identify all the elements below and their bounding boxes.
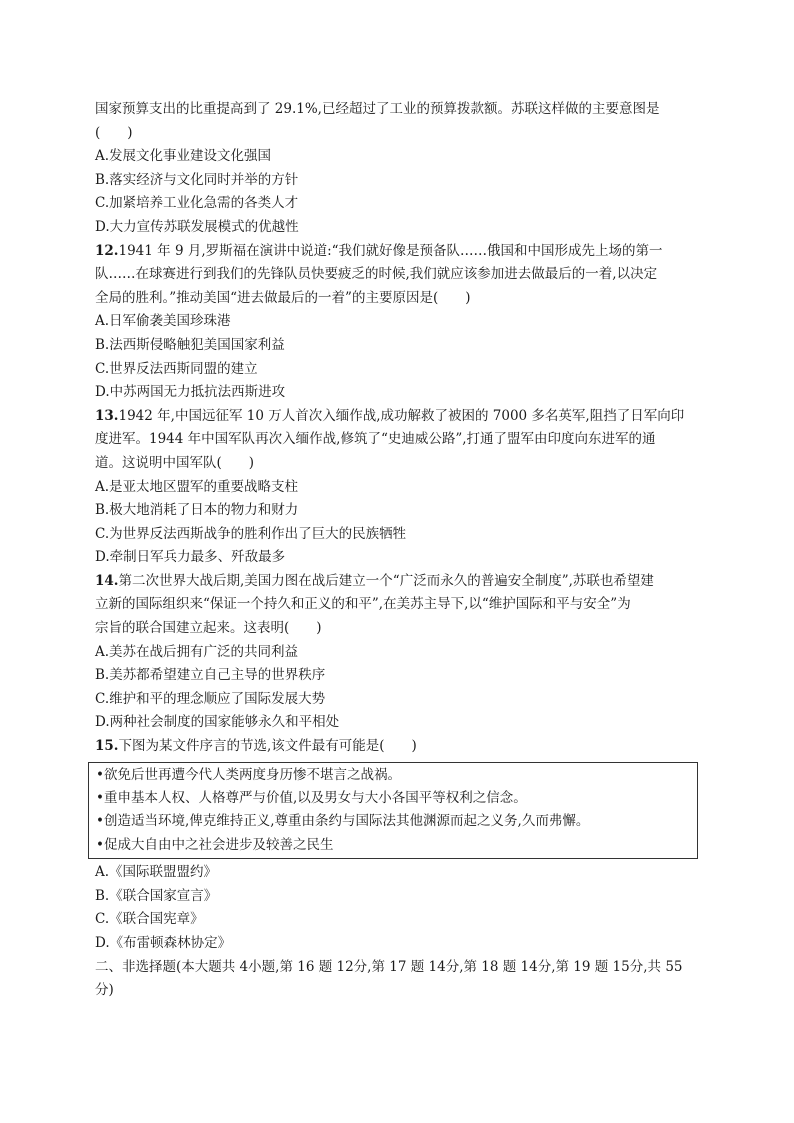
q15-stem-text: 下图为某文件序言的节选,该文件最有可能是( )	[118, 738, 417, 755]
q12-stem-text-1: 1941 年 9 月,罗斯福在演讲中说道:“我们就好像是预备队……俄国和中国形成先上场的第一	[118, 242, 663, 259]
q11-option-a: A.发展文化事业建设文化强国	[95, 148, 272, 165]
q14-option-d: D.两种社会制度的国家能够永久和平相处	[95, 714, 340, 731]
section-2-heading-cont: 分)	[95, 982, 114, 999]
q14-stem-line-2: 立新的国际组织来“保证一个持久和正义的和平”,在美苏主导下,以“维护国际和平与安全”为	[95, 596, 631, 613]
q12-option-c: C.世界反法西斯同盟的建立	[95, 360, 258, 377]
q13-option-d: D.牵制日军兵力最多、歼敌最多	[95, 549, 286, 566]
q11-answer-paren: ( )	[95, 124, 133, 141]
q15-preamble-line-4: •促成大自由中之社会进步及较善之民生	[96, 836, 334, 853]
q15-option-d: D.《布雷顿森林协定》	[95, 935, 232, 952]
q13-stem-text-1: 1942 年,中国远征军 10 万人首次入缅作战,成功解救了被困的 7000 多名英军,阻挡了日军向印	[118, 407, 685, 424]
q13-option-c: C.为世界反法西斯战争的胜利作出了巨大的民族牺牲	[95, 525, 407, 542]
q14-stem-text-1: 第二次世界大战后期,美国力图在战后建立一个“广泛而永久的普遍安全制度”,苏联也希望建	[118, 572, 654, 589]
q13-stem-line-2: 度进军。1944 年中国军队再次入缅作战,修筑了“史迪威公路”,打通了盟军由印度向东进军的通	[95, 431, 656, 448]
q11-option-d: D.大力宣传苏联发展模式的优越性	[95, 218, 299, 235]
q12-stem-line-2: 队……在球赛进行到我们的先锋队员快要疲乏的时候,我们就应该参加进去做最后的一着,以决定	[95, 266, 658, 283]
q12-stem-line-1	[95, 240, 695, 264]
q12-stem-line-3: 全局的胜利。”推动美国“进去做最后的一着”的主要原因是( )	[95, 289, 471, 306]
q11-option-c: C.加紧培养工业化急需的各类人才	[95, 195, 299, 212]
q15-option-b: B.《联合国家宣言》	[95, 887, 218, 904]
q11-stem-line-1: 国家预算支出的比重提高到了 29.1%,已经超过了工业的预算拨款额。苏联这样做的主要意图是	[95, 101, 660, 117]
q15-preamble-line-3: •创造适当环境,俾克维持正义,尊重由条约与国际法其他渊源而起之义务,久而弗懈。	[96, 813, 590, 830]
q13-option-a: A.是亚太地区盟军的重要战略支柱	[95, 478, 299, 495]
q12-number: 12.	[95, 242, 119, 259]
q13-stem-line-3: 道。这说明中国军队( )	[95, 454, 255, 471]
q15-number: 15.	[95, 738, 119, 755]
q15-option-a: A.《国际联盟盟约》	[95, 864, 218, 881]
section-2-heading: 二、非选择题(本大题共 4小题,第 16 题 12分,第 17 题 14分,第 18 题 14分,第 19 题 15分,共 55	[95, 958, 683, 975]
q13-stem-line-1	[95, 405, 695, 429]
q15-preamble-excerpt-box	[88, 762, 698, 860]
q12-option-a: A.日军偷袭美国珍珠港	[95, 313, 231, 330]
q13-option-b: B.极大地消耗了日本的物力和财力	[95, 502, 299, 519]
q14-option-b: B.美苏都希望建立自己主导的世界秩序	[95, 667, 326, 684]
q14-stem-line-3: 宗旨的联合国建立起来。这表明( )	[95, 620, 322, 637]
question-content	[95, 98, 695, 1003]
q15-stem-line	[95, 735, 695, 759]
q15-option-c: C.《联合国宪章》	[95, 911, 204, 928]
q14-option-a: A.美苏在战后拥有广泛的共同利益	[95, 643, 299, 660]
q15-preamble-line-1: •欲免后世再遭今代人类两度身历惨不堪言之战祸。	[96, 766, 401, 783]
q12-option-b: B.法西斯侵略触犯美国国家利益	[95, 336, 285, 353]
q14-stem-line-1	[95, 570, 695, 594]
q15-preamble-line-2: •重申基本人权、人格尊严与价值,以及男女与大小各国平等权利之信念。	[96, 790, 527, 807]
q14-option-c: C.维护和平的理念顺应了国际发展大势	[95, 690, 326, 707]
q12-option-d: D.中苏两国无力抵抗法西斯进攻	[95, 384, 286, 401]
q13-number: 13.	[95, 407, 119, 424]
q11-option-b: B.落实经济与文化同时并举的方针	[95, 171, 299, 188]
q14-number: 14.	[95, 572, 119, 589]
